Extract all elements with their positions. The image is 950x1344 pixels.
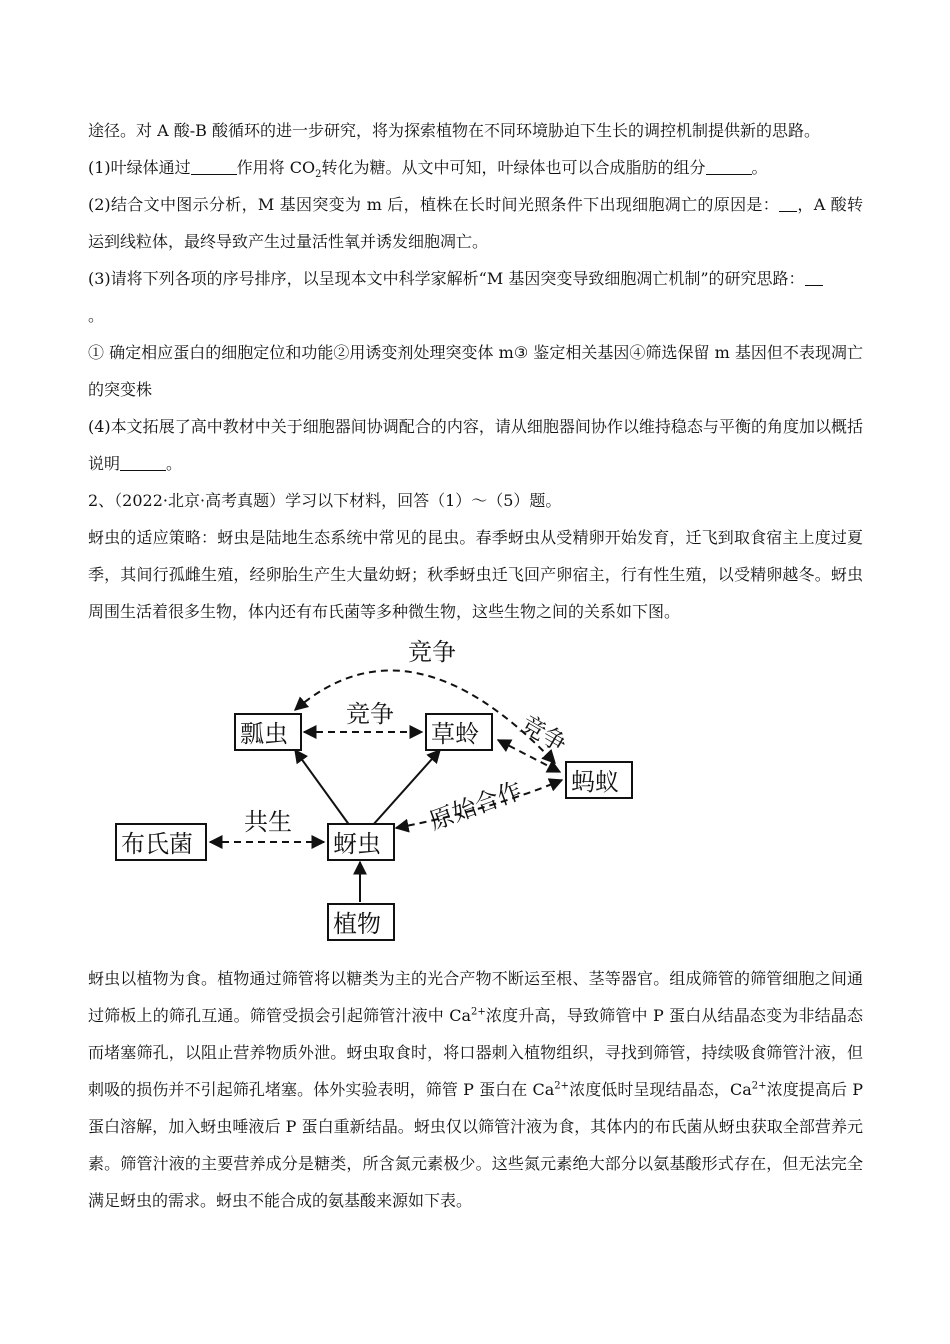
label-right-competition: 竞争 — [516, 709, 572, 759]
node-label: 蚜虫 — [333, 830, 381, 858]
ca-superscript: 2+ — [471, 1006, 486, 1018]
material-paragraph-2 — [88, 960, 863, 1219]
q4-part-b: 。 — [166, 454, 183, 473]
node-piaochong — [235, 714, 301, 750]
node-label: 布氏菌 — [121, 830, 193, 858]
question-1 — [88, 149, 863, 186]
co2-subscript: 2 — [315, 169, 322, 181]
node-label: 植物 — [333, 910, 381, 938]
answer-blank[interactable] — [120, 454, 166, 471]
ca-superscript: 2+ — [751, 1080, 767, 1092]
para2-part-c: 浓度低时呈现结晶态，Ca — [569, 1080, 752, 1099]
q1-part-b: 作用将 CO — [236, 158, 316, 177]
para2-part-d: 浓度提高后 P 蛋白溶解，加入蚜虫唾液后 P 蛋白重新结晶。蚜虫仅以筛管汁液为食，其体内的布氏菌从蚜虫获取全部营养元素。筛管汁液的主要营养成分是糖类，所含氮元素极少。这些氮元素绝大部分以氨基酸形式存在，但无法完全满足蚜虫的需求。蚜虫不能合成的氨基酸来源如下表。 — [88, 1080, 863, 1210]
label-top-competition: 竞争 — [408, 638, 456, 666]
question-2 — [88, 186, 863, 260]
material-paragraph-2-block — [88, 960, 863, 1219]
q1-part-c: 转化为糖。从文中可知，叶绿体也可以合成脂肪的组分 — [321, 158, 706, 177]
q4-part-a: (4)本文拓展了高中教材中关于细胞器间协调配合的内容，请从细胞器间协作以维持稳态与平衡的角度加以概括说明 — [88, 417, 863, 473]
q1-part-d: 。 — [751, 158, 768, 177]
node-zhiwu — [328, 904, 394, 940]
answer-blank[interactable] — [706, 158, 752, 175]
q3-part-a: (3)请将下列各项的序号排序，以呈现本文中科学家解析“M 基因突变导致细胞凋亡机制”的研究思路： — [88, 269, 805, 288]
line-intro: 途径。对 A 酸-B 酸循环的进一步研究，将为探索植物在不同环境胁迫下生长的调控机制提供新的思路。 — [88, 121, 820, 140]
answer-blank[interactable] — [191, 158, 237, 175]
question-3 — [88, 260, 863, 334]
relationship-diagram — [110, 630, 670, 950]
node-caoling — [426, 714, 492, 750]
q3-part-b: 。 — [88, 306, 105, 325]
label-cooperation: 原始合作 — [425, 776, 526, 836]
q1-part-a: (1)叶绿体通过 — [88, 158, 191, 177]
q2-part-a: (2)结合文中图示分析，M 基因突变为 m 后，植株在长时间光照条件下出现细胞凋亡的原因是： — [88, 195, 780, 214]
node-label: 草蛉 — [431, 720, 479, 748]
node-label: 蚂蚁 — [571, 768, 619, 796]
para2-part-b: 浓度升高，导致筛管中 P 蛋白从结晶态变为非结晶态而堵塞筛孔，以阻止营养物质外泄。蚜虫取食时，将口器刺入植物组织，寻找到筛管，持续吸食筛管汁液，但刺吸的损伤并不引起筛孔堵塞。体外实验表明，筛管 P 蛋白在 Ca — [88, 1006, 863, 1099]
q2-part-b: ，A 酸转运到线粒体，最终导致产生过量活性氧并诱发细胞凋亡。 — [88, 195, 863, 251]
question-text-block — [88, 112, 863, 630]
node-bushijun — [116, 824, 206, 860]
node-mayi — [566, 762, 632, 798]
answer-blank[interactable] — [805, 269, 823, 286]
question-2-heading: 2、（2022·北京·高考真题）学习以下材料，回答（1）～（5）题。 — [88, 491, 562, 510]
relationship-diagram-svg — [110, 630, 670, 950]
label-symbiosis: 共生 — [244, 808, 292, 836]
label-mid-competition: 竞争 — [346, 700, 394, 728]
ca-superscript: 2+ — [554, 1080, 570, 1092]
question-4 — [88, 408, 863, 482]
answer-blank[interactable] — [779, 195, 797, 212]
node-label: 瓢虫 — [240, 720, 288, 748]
material-paragraph-1: 蚜虫的适应策略：蚜虫是陆地生态系统中常见的昆虫。春季蚜虫从受精卵开始发育，迁飞到取食宿主上度过夏季，其间行孤雌生殖，经卵胎生产生大量幼蚜；秋季蚜虫迁飞回产卵宿主，行有性生殖，以受精卵越冬。蚜虫周围生活着很多生物，体内还有布氏菌等多种微生物，这些生物之间的关系如下图。 — [88, 528, 863, 621]
node-yachong — [328, 824, 394, 860]
para2-part-a: 蚜虫以植物为食。植物通过筛管将以糖类为主的光合产物不断运至根、茎等器官。组成筛管的筛管细胞之间通过筛板上的筛孔互通。筛管受损会引起筛管汁液中 Ca — [88, 969, 863, 1025]
question-3-items: ① 确定相应蛋白的细胞定位和功能②用诱变剂处理突变体 m③ 鉴定相关基因④筛选保留 m 基因但不表现凋亡的突变株 — [88, 343, 863, 399]
arrow-yachong-piaochong — [295, 750, 350, 826]
